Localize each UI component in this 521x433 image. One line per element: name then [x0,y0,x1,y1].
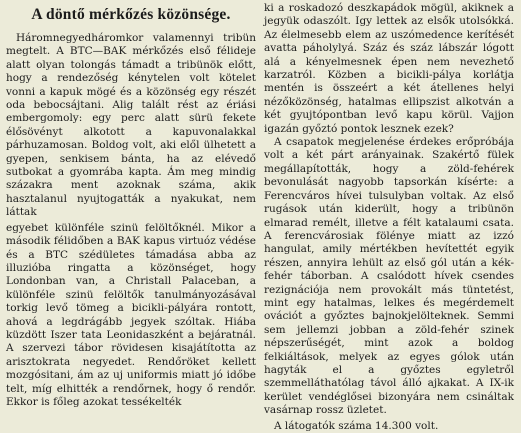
closing-line: A látogatók száma 14.300 volt. [274,419,439,432]
paragraph: ki a roskadozó deszkapádok mögül, akiknek a jegyük odaszólt. Igy lettek az elsők utolsókká. Az élelmesebb elem az uszómedence kerítését avatta páholylyá. Száz és száz lábszár lógott alá a kényelmesnek épen nem nevezhető karzatról. Közben a bicikli-pálya korlátja mentén is összeért a két átellenes helyi nézőközönség, hatalmas ellipszist alkotván a két gyujtópontban levő kapu körül. Vajjon igazán győztó pontok lesznek ezek? [264,2,514,135]
article-title: A döntő mérkőzés közönsége. [31,6,231,23]
paragraph: egyebet különféle szinü felöltőknél. Mikor a második félidőben a BAK kapus virtuóz védése és a BTC szédületes támadása abba az illuzióba ringatta a közönséget, hogy Londonban van, a Christall Palaceban, a különféle szinü felöltők tanulmányozásával torkig levő tömeg a bicikli-pályára rontott, ahová a legdrágább jegyek szóltak. Hiába küzdött Iszer tata Leonidaszként a bejáratnál. A szervezi tábor rövidesen kisajátította az arisztokrata negyedet. Rendőröket kellett mozgósitani, ám az uj uniformis miatt jó időbe telt, míg elhitték a rendőrnek, hogy ő rendőr. Ekkor is főleg azokat tessékelték [6,221,256,408]
paragraph: A csapatok megjelenése érdekes erőpróbája volt a két párt arányainak. Szakértő fülek megállapították, hogy a zöld-fehérek bevonulását nagyobb tapsorkán kísérte: a Ferencváros hívei tulsulyban voltak. Az első rugások után kiderült, hogy a tribünön elmarad remélt, illetve a félt katalaumi csata. A ferencvárosiak fölénye miatt az izzó hangulat, amily mértékben hevítettét egyik részen, annyira lehült az első gól után a kék-fehér táborban. A csalódott hívek csendes rezignációja nem provokált más tüntetést, mint egy hatalmas, lelkes és megérdemelt ovációt a győztes bajnokjelölteknek. Semmi sem jellemzi jobban a zöld-fehér szinek népszerűségét, mint azok a boldog felkiáltások, melyek az egyes gólok után hagyták el a győztes egyletről szemmelláthatólag távol álló ajkakat. A IX-ik kerület vendéglősei bizonyára nem csináltak vasárnap rossz üzletet. [264,136,514,417]
right-column [264,2,514,432]
paragraph: Háromnegyedháromkor valamennyi tribün megtelt. A BTC—BAK mérkőzés első félideje alatt olyan tolongás támadt a tribünök előtt, hogy a rendezőség kénytelen volt kötelet vonni a kapuk mögé és a közönség egy részét oda bebocsájtani. Alig talált rést az ériási embergomoly: egy perc alatt sürü fekete élősövényt alkotott a kapuvonalakkal párhuzamosan. Boldog volt, aki elől ülhetett a gyepen, senkisem bánta, ha az elévedő sutbokat a gyomrába kapta. Ám meg mindig százakra ment azoknak száma, akik hasztalanul nyujtogatták a nyakukat, nem láttak [6,32,256,219]
left-column [6,2,256,408]
